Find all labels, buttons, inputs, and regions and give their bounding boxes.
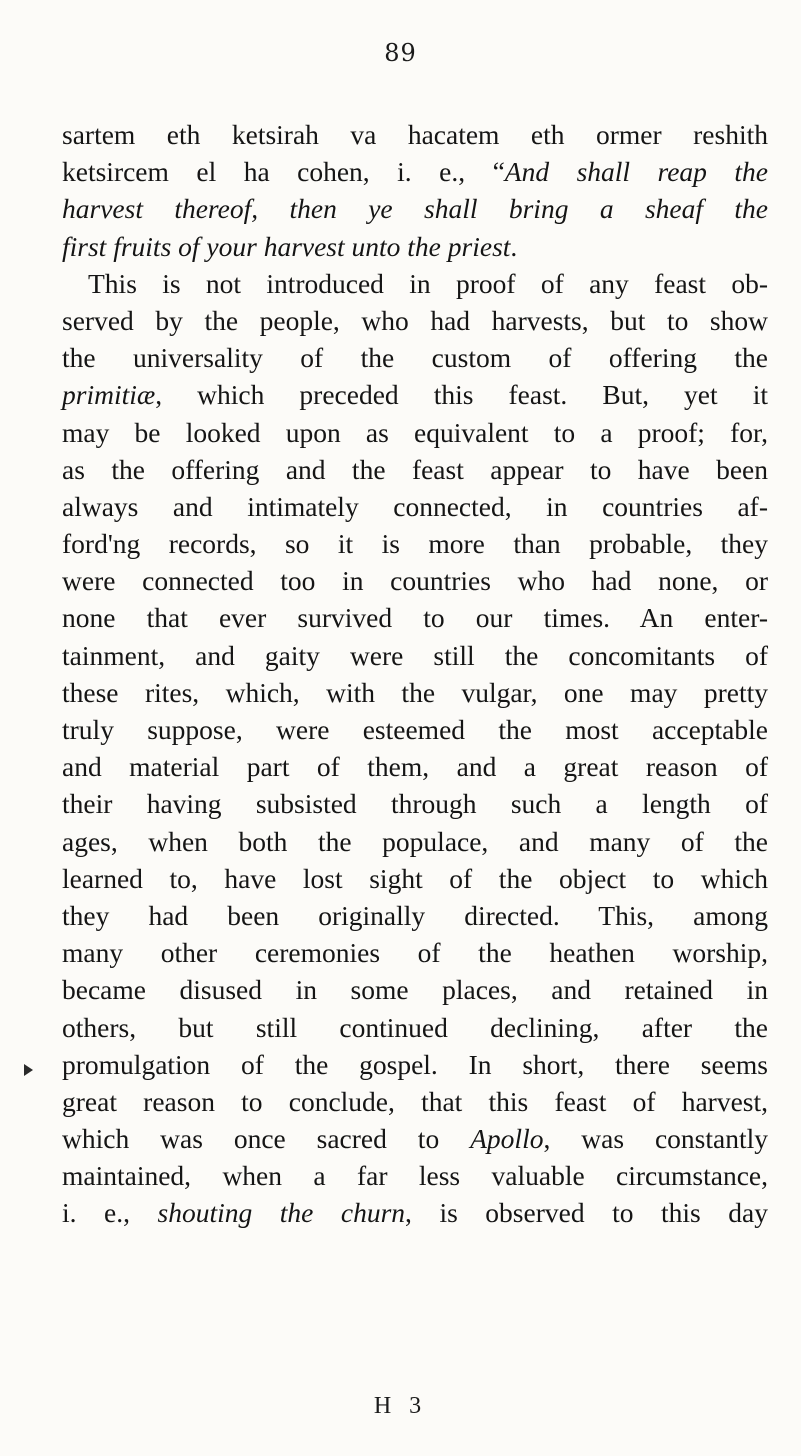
text-line: may be looked upon as equivalent to a proof; for, <box>62 416 768 448</box>
text-line: and material part of them, and a great reason of <box>62 751 768 783</box>
text-line: maintained, when a far less valuable circumstance, <box>62 1160 768 1192</box>
text-line: which was once sacred to Apollo, was constantly <box>62 1123 768 1155</box>
text-line: This is not introduced in proof of any feast ob- <box>88 267 768 299</box>
text-line: the universality of the custom of offering the <box>62 342 768 374</box>
text-line: others, but still continued declining, after the <box>62 1011 768 1043</box>
text-line: they had been originally directed. This, among <box>62 899 768 931</box>
text-line: great reason to conclude, that this feast of harvest, <box>62 1085 768 1117</box>
body-text <box>62 116 768 1232</box>
margin-arrow-icon <box>24 1064 33 1076</box>
text-line: truly suppose, were esteemed the most acceptable <box>62 714 768 745</box>
text-line: ages, when both the populace, and many of the <box>62 825 768 857</box>
text-line: promulgation of the gospel. In short, there seems <box>62 1048 768 1080</box>
text-line: i. e., shouting the churn, is observed to this day <box>62 1197 768 1229</box>
text-line: primitiæ, which preceded this feast. But, yet it <box>62 379 768 411</box>
text-line: tainment, and gaity were still the concomitants of <box>62 639 768 671</box>
text-line: were connected too in countries who had none, or <box>62 565 768 597</box>
text-line: harvest thereof, then ye shall bring a sheaf the <box>62 193 768 225</box>
text-line: as the offering and the feast appear to have been <box>62 453 768 485</box>
text-line: learned to, have lost sight of the object to which <box>62 862 768 894</box>
text-line: none that ever survived to our times. An enter- <box>62 602 768 634</box>
text-line: many other ceremonies of the heathen worship, <box>62 937 768 969</box>
text-line: served by the people, who had harvests, but to show <box>62 304 768 336</box>
text-line: became disused in some places, and retained in <box>62 974 768 1006</box>
signature-mark: H 3 <box>373 1393 428 1419</box>
text-line: always and intimately connected, in countries af- <box>62 490 768 522</box>
text-line: ford'ng records, so it is more than probable, they <box>62 528 768 560</box>
text-line: ketsircem el ha cohen, i. e., “And shall reap the <box>62 156 768 188</box>
text-line: sartem eth ketsirah va hacatem eth ormer reshith <box>62 119 768 150</box>
text-line: their having subsisted through such a length of <box>62 788 768 820</box>
page-number: 89 <box>384 39 417 67</box>
text-line: first fruits of your harvest unto the priest. <box>62 230 518 262</box>
text-line: these rites, which, with the vulgar, one may pretty <box>62 676 768 708</box>
